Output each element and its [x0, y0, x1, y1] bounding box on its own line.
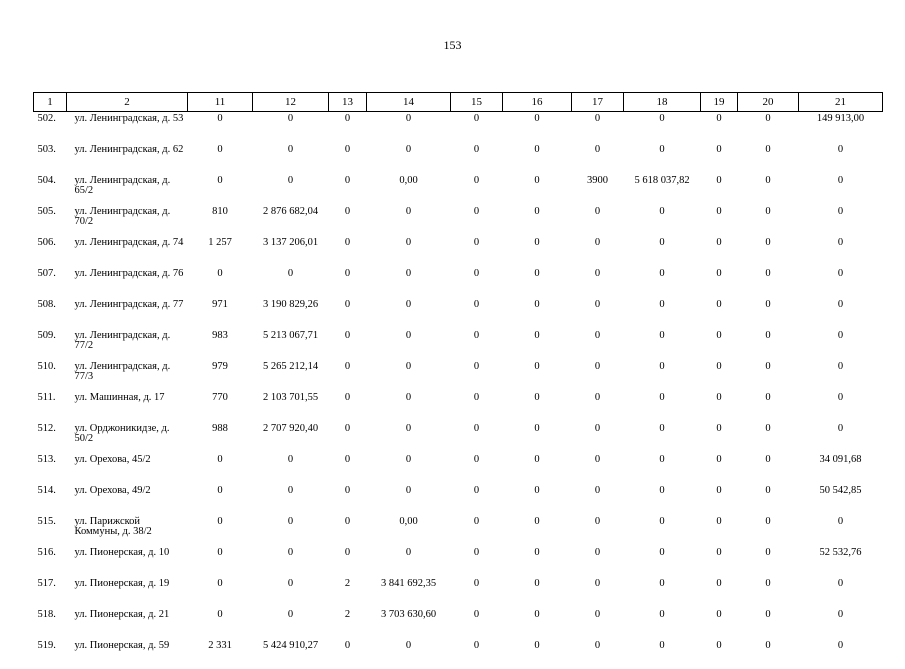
value-cell: 0 — [701, 638, 738, 669]
value-cell: 0 — [572, 204, 624, 235]
address-cell: ул. Пионерская, д. 59 — [67, 638, 188, 669]
value-cell: 0 — [329, 483, 367, 514]
value-cell: 0 — [701, 545, 738, 576]
value-cell: 0 — [738, 638, 799, 669]
address-cell: ул. Ленинградская, д. 62 — [67, 142, 188, 173]
value-cell: 0 — [253, 576, 329, 607]
value-cell: 0 — [738, 607, 799, 638]
value-cell: 0 — [624, 514, 701, 545]
address-cell: ул. Орехова, 45/2 — [67, 452, 188, 483]
value-cell: 2 103 701,55 — [253, 390, 329, 421]
value-cell: 0 — [188, 112, 253, 143]
value-cell: 5 213 067,71 — [253, 328, 329, 359]
value-cell: 0 — [451, 421, 503, 452]
value-cell: 770 — [188, 390, 253, 421]
value-cell: 0 — [799, 576, 883, 607]
value-cell: 0 — [367, 483, 451, 514]
value-cell: 0 — [329, 112, 367, 143]
value-cell: 0 — [701, 390, 738, 421]
address-cell: ул. Ленинградская, д. 53 — [67, 112, 188, 143]
value-cell: 0 — [367, 266, 451, 297]
value-cell: 0,00 — [367, 514, 451, 545]
value-cell: 0 — [503, 204, 572, 235]
value-cell: 0 — [503, 173, 572, 204]
value-cell: 0 — [329, 235, 367, 266]
column-header: 11 — [188, 93, 253, 112]
value-cell: 50 542,85 — [799, 483, 883, 514]
value-cell: 0 — [451, 173, 503, 204]
value-cell: 0 — [738, 173, 799, 204]
address-cell: ул. Парижской Коммуны, д. 38/2 — [67, 514, 188, 545]
value-cell: 0 — [503, 112, 572, 143]
value-cell: 0 — [572, 421, 624, 452]
value-cell: 0 — [367, 638, 451, 669]
value-cell: 0 — [738, 390, 799, 421]
address-cell: ул. Ленинградская, д. 76 — [67, 266, 188, 297]
value-cell: 0 — [799, 297, 883, 328]
value-cell: 0 — [624, 576, 701, 607]
value-cell: 0 — [738, 112, 799, 143]
value-cell: 0 — [572, 142, 624, 173]
value-cell: 0 — [367, 328, 451, 359]
value-cell: 0 — [572, 235, 624, 266]
value-cell: 0 — [738, 483, 799, 514]
value-cell: 0 — [503, 235, 572, 266]
value-cell: 0 — [329, 142, 367, 173]
value-cell: 5 265 212,14 — [253, 359, 329, 390]
value-cell: 0 — [367, 204, 451, 235]
column-header: 16 — [503, 93, 572, 112]
value-cell: 0 — [451, 607, 503, 638]
value-cell: 0 — [329, 638, 367, 669]
row-number: 502. — [34, 112, 67, 143]
register-table — [33, 92, 883, 669]
value-cell: 0 — [367, 390, 451, 421]
value-cell: 0 — [253, 545, 329, 576]
column-header: 1 — [34, 93, 67, 112]
value-cell: 0 — [572, 328, 624, 359]
value-cell: 0 — [624, 142, 701, 173]
page-number: 153 — [0, 38, 905, 53]
value-cell: 0 — [188, 266, 253, 297]
value-cell: 0 — [738, 297, 799, 328]
value-cell: 0 — [503, 390, 572, 421]
value-cell: 0 — [329, 545, 367, 576]
table-body — [34, 112, 883, 669]
value-cell: 0 — [451, 266, 503, 297]
table-row — [34, 204, 883, 235]
value-cell: 0 — [701, 173, 738, 204]
value-cell: 0 — [624, 359, 701, 390]
value-cell: 0 — [799, 142, 883, 173]
value-cell: 0 — [503, 483, 572, 514]
value-cell: 0 — [572, 514, 624, 545]
value-cell: 0 — [503, 297, 572, 328]
value-cell: 0 — [329, 514, 367, 545]
value-cell: 0 — [451, 112, 503, 143]
value-cell: 988 — [188, 421, 253, 452]
value-cell: 0 — [451, 545, 503, 576]
value-cell: 0 — [329, 452, 367, 483]
value-cell: 5 618 037,82 — [624, 173, 701, 204]
value-cell: 0 — [701, 204, 738, 235]
value-cell: 1 257 — [188, 235, 253, 266]
value-cell: 0 — [738, 514, 799, 545]
column-header: 13 — [329, 93, 367, 112]
value-cell: 0 — [367, 297, 451, 328]
value-cell: 0 — [188, 142, 253, 173]
value-cell: 0 — [188, 452, 253, 483]
value-cell: 0 — [329, 359, 367, 390]
value-cell: 0 — [799, 328, 883, 359]
column-header: 20 — [738, 93, 799, 112]
value-cell: 0 — [451, 142, 503, 173]
value-cell: 0 — [572, 638, 624, 669]
value-cell: 0 — [624, 235, 701, 266]
value-cell: 0 — [253, 142, 329, 173]
value-cell: 0 — [799, 173, 883, 204]
row-number: 519. — [34, 638, 67, 669]
address-cell: ул. Орджоникидзе, д. 50/2 — [67, 421, 188, 452]
value-cell: 0 — [451, 297, 503, 328]
value-cell: 0 — [329, 204, 367, 235]
value-cell: 0 — [572, 112, 624, 143]
value-cell: 0 — [367, 359, 451, 390]
value-cell: 0 — [367, 112, 451, 143]
address-cell: ул. Ленинградская, д. 77 — [67, 297, 188, 328]
value-cell: 0 — [572, 607, 624, 638]
row-number: 503. — [34, 142, 67, 173]
value-cell: 0 — [624, 607, 701, 638]
value-cell: 3 190 829,26 — [253, 297, 329, 328]
table-row — [34, 235, 883, 266]
value-cell: 0 — [738, 266, 799, 297]
value-cell: 0 — [188, 545, 253, 576]
value-cell: 0 — [738, 421, 799, 452]
value-cell: 0 — [701, 142, 738, 173]
table-row — [34, 173, 883, 204]
value-cell: 0 — [329, 421, 367, 452]
address-cell: ул. Пионерская, д. 10 — [67, 545, 188, 576]
value-cell: 0 — [503, 638, 572, 669]
value-cell: 0 — [799, 204, 883, 235]
column-header: 14 — [367, 93, 451, 112]
value-cell: 0 — [188, 514, 253, 545]
value-cell: 0 — [701, 483, 738, 514]
row-number: 511. — [34, 390, 67, 421]
row-number: 504. — [34, 173, 67, 204]
value-cell: 0 — [329, 173, 367, 204]
address-cell: ул. Ленинградская, д. 65/2 — [67, 173, 188, 204]
table-row — [34, 266, 883, 297]
value-cell: 0 — [503, 514, 572, 545]
value-cell: 0 — [624, 483, 701, 514]
row-number: 513. — [34, 452, 67, 483]
value-cell: 0 — [188, 576, 253, 607]
value-cell: 0 — [503, 607, 572, 638]
value-cell: 0 — [503, 359, 572, 390]
value-cell: 0 — [572, 390, 624, 421]
value-cell: 0 — [799, 638, 883, 669]
value-cell: 3900 — [572, 173, 624, 204]
value-cell: 983 — [188, 328, 253, 359]
row-number: 518. — [34, 607, 67, 638]
value-cell: 0 — [624, 328, 701, 359]
table-row — [34, 545, 883, 576]
table-row — [34, 483, 883, 514]
value-cell: 0 — [503, 142, 572, 173]
row-number: 509. — [34, 328, 67, 359]
value-cell: 0 — [624, 204, 701, 235]
row-number: 506. — [34, 235, 67, 266]
value-cell: 0 — [253, 173, 329, 204]
table-row — [34, 359, 883, 390]
address-cell: ул. Орехова, 49/2 — [67, 483, 188, 514]
address-cell: ул. Ленинградская, д. 70/2 — [67, 204, 188, 235]
value-cell: 0 — [367, 421, 451, 452]
value-cell: 0 — [451, 235, 503, 266]
value-cell: 3 703 630,60 — [367, 607, 451, 638]
column-header: 21 — [799, 93, 883, 112]
value-cell: 0 — [451, 452, 503, 483]
value-cell: 0 — [799, 359, 883, 390]
value-cell: 2 331 — [188, 638, 253, 669]
value-cell: 0 — [503, 266, 572, 297]
value-cell: 0 — [367, 142, 451, 173]
table-header-row — [34, 93, 883, 112]
value-cell: 0 — [253, 112, 329, 143]
value-cell: 0 — [451, 390, 503, 421]
table-row — [34, 328, 883, 359]
value-cell: 3 841 692,35 — [367, 576, 451, 607]
value-cell: 149 913,00 — [799, 112, 883, 143]
value-cell: 0 — [451, 328, 503, 359]
value-cell: 0 — [329, 328, 367, 359]
value-cell: 0 — [367, 545, 451, 576]
value-cell: 0 — [738, 359, 799, 390]
value-cell: 0 — [799, 421, 883, 452]
address-cell: ул. Пионерская, д. 19 — [67, 576, 188, 607]
value-cell: 0 — [738, 576, 799, 607]
value-cell: 0 — [738, 204, 799, 235]
value-cell: 0 — [572, 545, 624, 576]
value-cell: 0 — [253, 607, 329, 638]
value-cell: 0 — [701, 514, 738, 545]
value-cell: 0 — [799, 607, 883, 638]
value-cell: 0 — [451, 638, 503, 669]
value-cell: 0 — [329, 297, 367, 328]
row-number: 514. — [34, 483, 67, 514]
value-cell: 0 — [701, 112, 738, 143]
value-cell: 0 — [572, 576, 624, 607]
value-cell: 0 — [701, 328, 738, 359]
value-cell: 2 — [329, 576, 367, 607]
value-cell: 971 — [188, 297, 253, 328]
column-header: 18 — [624, 93, 701, 112]
value-cell: 34 091,68 — [799, 452, 883, 483]
row-number: 507. — [34, 266, 67, 297]
table-row — [34, 607, 883, 638]
value-cell: 0 — [738, 142, 799, 173]
value-cell: 0 — [624, 266, 701, 297]
table-row — [34, 421, 883, 452]
value-cell: 0 — [451, 576, 503, 607]
value-cell: 2 876 682,04 — [253, 204, 329, 235]
value-cell: 0 — [253, 266, 329, 297]
column-header: 12 — [253, 93, 329, 112]
table-row — [34, 112, 883, 143]
table-row — [34, 576, 883, 607]
address-cell: ул. Ленинградская, д. 74 — [67, 235, 188, 266]
value-cell: 0 — [799, 266, 883, 297]
value-cell: 0 — [624, 638, 701, 669]
value-cell: 0 — [624, 545, 701, 576]
column-header: 2 — [67, 93, 188, 112]
value-cell: 0 — [451, 359, 503, 390]
column-header: 19 — [701, 93, 738, 112]
value-cell: 0 — [624, 452, 701, 483]
value-cell: 0 — [701, 452, 738, 483]
row-number: 508. — [34, 297, 67, 328]
value-cell: 0 — [329, 266, 367, 297]
value-cell: 0 — [329, 390, 367, 421]
table-row — [34, 452, 883, 483]
value-cell: 0 — [701, 266, 738, 297]
value-cell: 2 — [329, 607, 367, 638]
row-number: 516. — [34, 545, 67, 576]
row-number: 517. — [34, 576, 67, 607]
value-cell: 0 — [253, 483, 329, 514]
value-cell: 3 137 206,01 — [253, 235, 329, 266]
value-cell: 0 — [624, 112, 701, 143]
value-cell: 0 — [451, 204, 503, 235]
value-cell: 979 — [188, 359, 253, 390]
value-cell: 52 532,76 — [799, 545, 883, 576]
value-cell: 0 — [701, 607, 738, 638]
table-row — [34, 638, 883, 669]
value-cell: 0 — [451, 514, 503, 545]
address-cell: ул. Пионерская, д. 21 — [67, 607, 188, 638]
row-number: 515. — [34, 514, 67, 545]
table-row — [34, 390, 883, 421]
value-cell: 0 — [701, 421, 738, 452]
table-row — [34, 142, 883, 173]
value-cell: 0 — [572, 297, 624, 328]
table-row — [34, 297, 883, 328]
value-cell: 0 — [738, 545, 799, 576]
value-cell: 0 — [367, 235, 451, 266]
address-cell: ул. Ленинградская, д. 77/3 — [67, 359, 188, 390]
value-cell: 0 — [367, 452, 451, 483]
row-number: 510. — [34, 359, 67, 390]
value-cell: 0 — [624, 297, 701, 328]
value-cell: 0 — [253, 452, 329, 483]
value-cell: 0 — [738, 235, 799, 266]
value-cell: 5 424 910,27 — [253, 638, 329, 669]
value-cell: 0 — [503, 545, 572, 576]
value-cell: 0 — [701, 297, 738, 328]
value-cell: 0 — [624, 390, 701, 421]
value-cell: 0 — [738, 328, 799, 359]
value-cell: 0 — [503, 328, 572, 359]
value-cell: 2 707 920,40 — [253, 421, 329, 452]
value-cell: 0 — [188, 483, 253, 514]
value-cell: 0,00 — [367, 173, 451, 204]
value-cell: 0 — [701, 235, 738, 266]
value-cell: 0 — [624, 421, 701, 452]
address-cell: ул. Ленинградская, д. 77/2 — [67, 328, 188, 359]
value-cell: 0 — [451, 483, 503, 514]
value-cell: 0 — [503, 576, 572, 607]
column-header: 15 — [451, 93, 503, 112]
value-cell: 0 — [701, 576, 738, 607]
value-cell: 0 — [799, 514, 883, 545]
value-cell: 0 — [572, 359, 624, 390]
value-cell: 0 — [503, 452, 572, 483]
value-cell: 0 — [503, 421, 572, 452]
value-cell: 0 — [188, 173, 253, 204]
value-cell: 0 — [701, 359, 738, 390]
value-cell: 810 — [188, 204, 253, 235]
value-cell: 0 — [572, 483, 624, 514]
table-row — [34, 514, 883, 545]
column-header: 17 — [572, 93, 624, 112]
value-cell: 0 — [572, 266, 624, 297]
value-cell: 0 — [799, 235, 883, 266]
value-cell: 0 — [738, 452, 799, 483]
value-cell: 0 — [253, 514, 329, 545]
value-cell: 0 — [799, 390, 883, 421]
value-cell: 0 — [188, 607, 253, 638]
address-cell: ул. Машинная, д. 17 — [67, 390, 188, 421]
row-number: 505. — [34, 204, 67, 235]
row-number: 512. — [34, 421, 67, 452]
value-cell: 0 — [572, 452, 624, 483]
